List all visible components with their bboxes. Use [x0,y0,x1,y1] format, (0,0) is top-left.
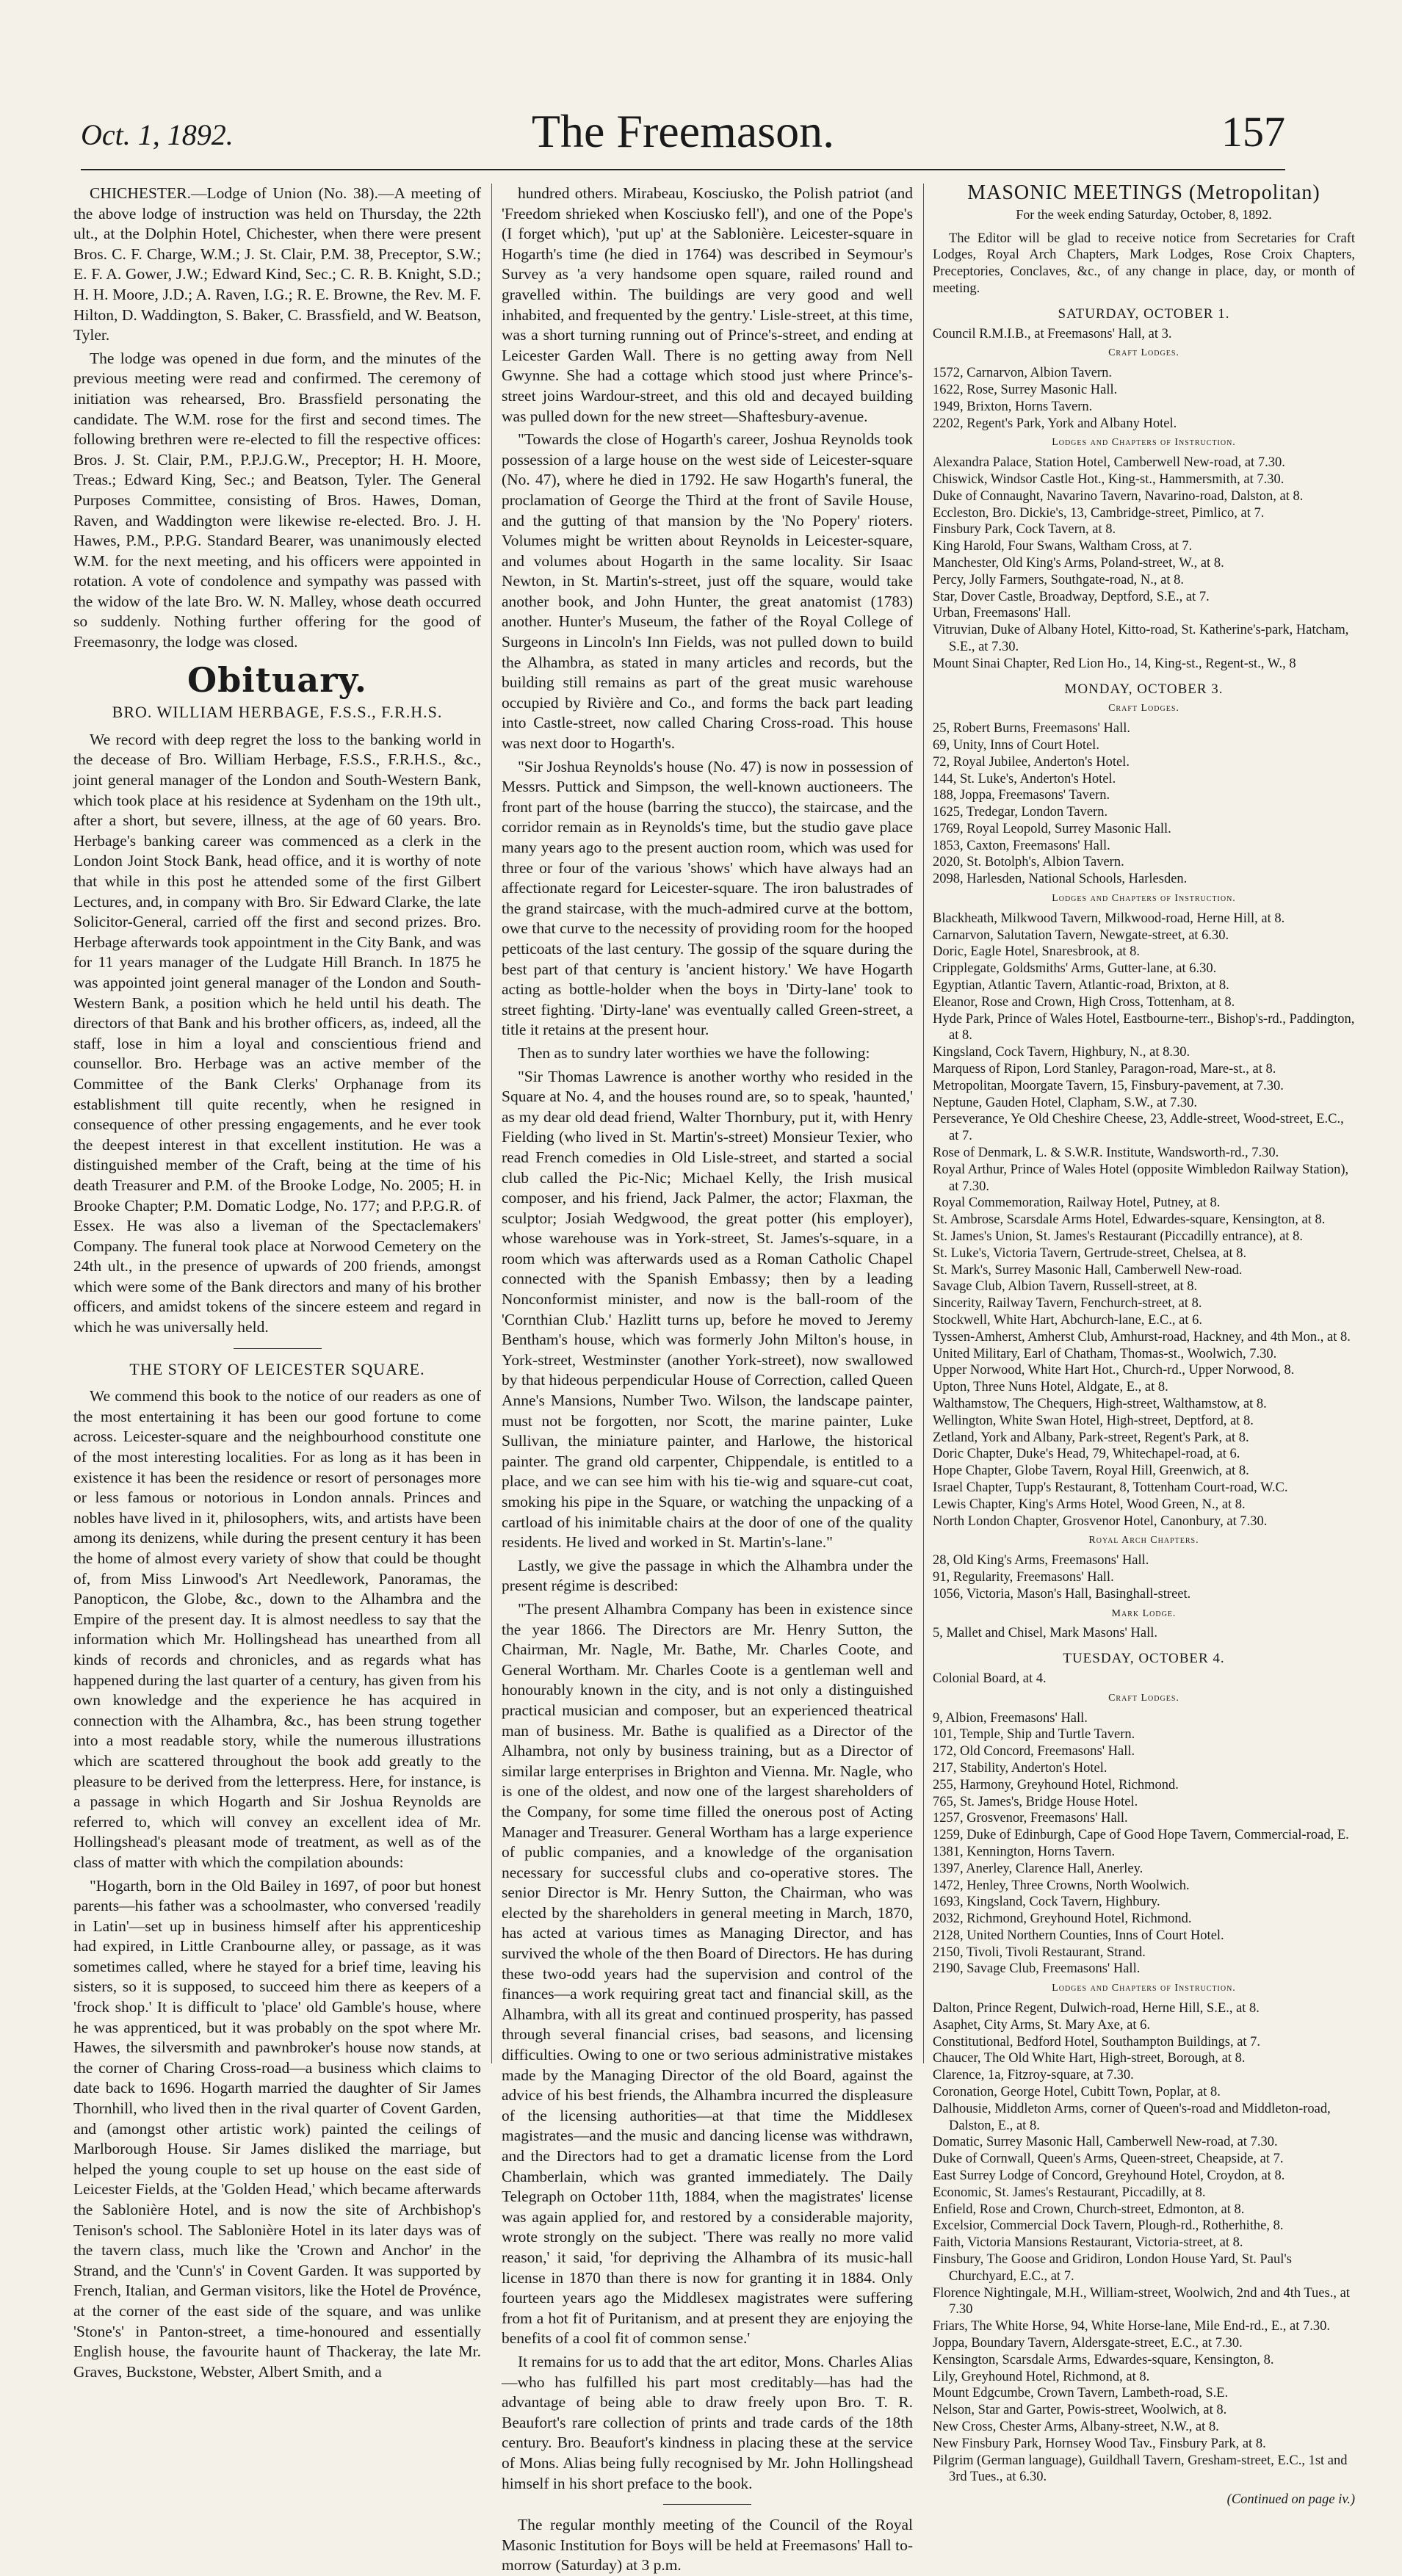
category-mark-lodge: Mark Lodge. [1111,1607,1177,1619]
tuesday-instruction-list [933,2000,1355,2486]
meeting-entry: 765, St. James's, Bridge House Hotel. [933,1794,1138,1809]
meeting-entry: St. Luke's, Victoria Tavern, Gertrude-street, Chelsea, at 8. [933,1245,1247,1261]
meeting-entry: 217, Stability, Anderton's Hotel. [933,1760,1107,1776]
meeting-entry: United Military, Earl of Chatham, Thomas-st., Woolwich, 7.30. [933,1346,1277,1361]
meeting-entry: Rose of Denmark, L. & S.W.R. Institute, Wandsworth-rd., 7.30. [933,1146,1279,1161]
meeting-entry: 1693, Kingsland, Cock Tavern, Highbury. [933,1895,1160,1910]
meeting-entry: Finsbury Park, Cock Tavern, at 8. [933,522,1116,538]
meeting-entry: 2202, Regent's Park, York and Albany Hotel. [933,416,1177,431]
meeting-entry: East Surrey Lodge of Concord, Greyhound Hotel, Croydon, at 8. [933,2168,1285,2184]
meeting-entry: Dalhousie, Middleton Arms, corner of Queen's-road and Middleton-road, Dalston, E., at 8. [933,2101,1331,2133]
category-instruction: Lodges and Chapters of Instruction. [1052,1983,1236,1994]
meeting-entry: Egyptian, Atlantic Tavern, Atlantic-road, Brixton, at 8. [933,978,1229,994]
meeting-entry: Lewis Chapter, King's Arms Hotel, Wood Green, N., at 8. [933,1497,1246,1512]
meeting-entry: 1949, Brixton, Horns Tavern. [933,399,1093,414]
meeting-entry: Royal Arthur, Prince of Wales Hotel (opposite Wimbledon Railway Station), at 7.30. [933,1162,1349,1194]
monday-mark-list [933,1625,1355,1642]
meeting-entry: 28, Old King's Arms, Freemasons' Hall. [933,1553,1149,1569]
meeting-entry: Domatic, Surrey Masonic Hall, Camberwell New-road, at 7.30. [933,2135,1278,2150]
meeting-entry: Kensington, Scarsdale Arms, Edwardes-square, Kensington, 8. [933,2352,1274,2367]
meeting-entry: Mount Sinai Chapter, Red Lion Ho., 14, King-st., Regent-st., W., 8 [933,656,1296,671]
meeting-entry: Economic, St. James's Restaurant, Piccadilly, at 8. [933,2185,1206,2200]
meeting-entry: Walthamstow, The Chequers, High-street, Walthamstow, at 8. [933,1396,1267,1411]
meeting-entry: Pilgrim (German language), Guildhall Tavern, Gresham-street, E.C., 1st and 3rd Tues., at 6.30. [933,2453,1348,2485]
meeting-entry: Duke of Cornwall, Queen's Arms, Queen-street, Cheapside, at 7. [933,2152,1284,2167]
meeting-entry: Friars, The White Horse, 94, White Horse-lane, Mile End-rd., E., at 7.30. [933,2319,1330,2334]
monday-royal-arch-list [933,1552,1355,1602]
meeting-entry: Hope Chapter, Globe Tavern, Royal Hill, Greenwich, at 8. [933,1464,1249,1479]
meeting-entry: 1769, Royal Leopold, Surrey Masonic Hall. [933,821,1171,836]
meeting-entry: Chiswick, Windsor Castle Hot., King-st., Hammersmith, at 7.30. [933,471,1284,487]
meeting-entry: Blackheath, Milkwood Tavern, Milkwood-road, Herne Hill, at 8. [933,911,1285,926]
page-number: 157 [1221,108,1285,156]
masthead [81,103,1285,170]
meeting-entry: Chaucer, The Old White Hart, High-street, Borough, at 8. [933,2051,1246,2066]
meeting-entry: Eleanor, Rose and Crown, High Cross, Tottenham, at 8. [933,994,1235,1010]
day-heading-monday: MONDAY, OCTOBER 3. [1064,681,1224,697]
article-paragraph: Lastly, we give the passage in which the Alhambra under the present régime is described: [502,1556,913,1595]
story-heading: THE STORY OF LEICESTER SQUARE. [129,1359,425,1378]
column-rule-1 [491,184,492,2063]
meeting-entry: Savage Club, Albion Tavern, Russell-street, at 8. [933,1279,1198,1295]
meeting-entry: Vitruvian, Duke of Albany Hotel, Kitto-road, St. Katherine's-park, Hatcham, S.E., at 7.30. [933,623,1349,654]
saturday-craft-list [933,365,1355,432]
meeting-entry: 2190, Savage Club, Freemasons' Hall. [933,1961,1141,1977]
meeting-entry: Carnarvon, Salutation Tavern, Newgate-street, at 6.30. [933,927,1229,943]
meeting-entry: 69, Unity, Inns of Court Hotel. [933,737,1099,753]
category-craft-lodges: Craft Lodges. [1108,703,1179,714]
column-2 [502,184,913,2575]
category-royal-arch: Royal Arch Chapters. [1088,1535,1199,1546]
meeting-entry: Upper Norwood, White Hart Hot., Church-rd., Upper Norwood, 8. [933,1363,1295,1378]
day-heading-tuesday: TUESDAY, OCTOBER 4. [1063,1651,1225,1667]
category-craft-lodges: Craft Lodges. [1108,347,1179,359]
meeting-entry: 144, St. Luke's, Anderton's Hotel. [933,771,1116,786]
meeting-entry: Joppa, Boundary Tavern, Aldersgate-street, E.C., at 7.30. [933,2336,1243,2351]
article-paragraph: We commend this book to the notice of our readers as one of the most entertaining it has been our good fortune to come across. Leicester-square and the neighbourhood constitute one of the most interesting localities. For as long as it has been in existence it has been the residence or resort of personages more or less famous or notorious in London annals. Princes and nobles have lived in it, philosophers, wits, and artists have been among its denizens, while during the present century it has been the home of almost every variety of show that could be thought of, from Miss Linwood's Art Needlework, Panoramas, the Panopticon, the Globe, &c., down to the Alhambra and the Empire of the present day. It is almost needless to say that the information which Mr. Hollingshead has unearthed from all kinds of records and chronicles, and as regards what has happened during the last quarter of a century, has given from his own knowledge and the experience he has acquired in connection with the Alhambra, &c., has been strung together into a most readable story, while the numerous illustrations which are scattered throughout the book add greatly to the pleasure to be derived from the letterpress. Here, for instance, is a passage in which Hogarth and Sir Joshua Reynolds are referred to, which will convey an excellent idea of Mr. Hollingshead's pleasant mode of treatment, as well as of the class of matter with which the compilation abounds: [73,1387,481,1871]
meeting-entry: Urban, Freemasons' Hall. [933,606,1072,621]
tuesday-craft-list [933,1710,1355,1978]
category-craft-lodges: Craft Lodges. [1108,1692,1179,1704]
meeting-entry: Israel Chapter, Tupp's Restaurant, 8, Tottenham Court-road, W.C. [933,1480,1288,1495]
meeting-entry: 2032, Richmond, Greyhound Hotel, Richmond. [933,1911,1192,1927]
meeting-entry: 1397, Anerley, Clarence Hall, Anerley. [933,1861,1143,1876]
column-3 [933,181,1355,2508]
meeting-entry: Marquess of Ripon, Lord Stanley, Paragon-road, Mare-st., at 8. [933,1062,1276,1077]
meeting-entry: Finsbury, The Goose and Gridiron, London House Yard, St. Paul's Churchyard, E.C., at 7. [933,2252,1292,2284]
meeting-entry: 1381, Kennington, Horns Tavern. [933,1844,1116,1859]
meeting-entry: Royal Commemoration, Railway Hotel, Putney, at 8. [933,1195,1221,1211]
category-instruction: Lodges and Chapters of Instruction. [1052,893,1236,905]
meeting-entry: 25, Robert Burns, Freemasons' Hall. [933,721,1130,737]
meeting-entry: 1056, Victoria, Mason's Hall, Basinghall-street. [933,1586,1191,1602]
meeting-entry: Wellington, White Swan Hotel, High-street, Deptford, at 8. [933,1413,1254,1428]
council-entry: Colonial Board, at 4. [933,1671,1047,1686]
article-paragraph: "Sir Thomas Lawrence is another worthy who resided in the Square at No. 4, and the houses round are, so to speak, 'haunted,' as my dear old dead friend, Walter Thornbury, put it, with Henry Fielding (who lived in St. Martin's-street) Monsieur Texier, who read French comedies in Old Lisle-street, and started a social club called the Pic-Nic; Michael Kelly, the Irish musical composer, and his friend, Jack Palmer, the actor; Flaxman, the sculptor; Josiah Wedgwood, the great potter (his employer), whose warehouse was in York-street, St. James's-square, in a room which was afterwards used as a Roman Catholic Chapel connected with the Spanish Embassy; then by a leading Nonconformist minister, and now is the ball-room of the 'Cornthian Club.' Hazlitt turns up, before he moved to Jeremy Bentham's house, which was formerly John Milton's house, in York-street, Westminster (another York-street), now swallowed by that hideous perpendicular House of Correction, called Queen Anne's Mansions, Number Two. Wilson, the landscape painter, must not be forgotten, nor Scott, the marine painter, Luke Sullivan, the miniature painter, and Harlowe, the historical painter. The grand old carpenter, Chippendale, is entitled to a place, and we can see him with his tie-wig and square-cut coat, smoking his pipe in the Square, or watching the unpacking of a cartload of his inimitable chairs at the door of one of the quality residents. He lived and worked in St. Martin's-lane." [502,1067,913,1552]
meeting-entry: 9, Albion, Freemasons' Hall. [933,1710,1088,1726]
article-paragraph: It remains for us to add that the art editor, Mons. Charles Alias—who has fulfilled his part most creditably—has had the advantage of being able to draw freely upon Bro. T. R. Beaufort's rare collection of prints and trade cards of the 18th century. Bro. Beaufort's kindness in placing these at the service of Mons. Alias being fully recognised by Mr. John Hollingshead himself in his short preface to the book. [502,2352,913,2492]
article-paragraph: Then as to sundry later worthies we have the following: [518,1043,870,1062]
meeting-entry: 255, Harmony, Greyhound Hotel, Richmond. [933,1777,1179,1792]
meeting-entry: Zetland, York and Albany, Park-street, Regent's Park, at 8. [933,1430,1249,1445]
meeting-entry: Sincerity, Railway Tavern, Fenchurch-street, at 8. [933,1296,1202,1311]
meeting-entry: Metropolitan, Moorgate Tavern, 15, Finsbury-pavement, at 7.30. [933,1078,1284,1093]
meeting-entry: 5, Mallet and Chisel, Mark Masons' Hall. [933,1626,1157,1641]
article-paragraph: The lodge was opened in due form, and the minutes of the previous meeting were read and confirmed. The ceremony of initiation was rehearsed, Bro. Brassfield personating the candidate. The W.M. rose for the first and second times. The following brethren were re-elected to fill the respective offices: Bros. J. St. Clair, P.M., P.P.J.G.W., Preceptor; H. H. Moore, Treas.; Edward King, Sec.; and Beatson, Tyler. The General Purposes Committee, consisting of Bros. Hawes, Doman, Raven, and Waddington were likewise re-elected. Bro. J. H. Hawes, P.M., P.P.G. Standard Bearer, was unanimously elected W.M. for the next meeting, and his officers were appointed in rotation. A vote of condolence and sympathy was passed with the widow of the late Bro. W. N. Malley, whose death occurred so suddenly. Nothing further offering for the good of Freemasonry, the lodge was closed. [73,349,481,651]
meeting-entry: Clarence, 1a, Fitzroy-square, at 7.30. [933,2068,1134,2083]
meeting-entry: 2128, United Northern Counties, Inns of Court Hotel. [933,1928,1224,1943]
meeting-entry: King Harold, Four Swans, Waltham Cross, at 7. [933,539,1193,554]
council-entry: Council R.M.I.B., at Freemasons' Hall, at 3. [933,326,1172,341]
meeting-entry: 172, Old Concord, Freemasons' Hall. [933,1744,1135,1759]
issue-date: Oct. 1, 1892. [81,118,234,151]
meeting-entry: Faith, Victoria Mansions Restaurant, Victoria-street, at 8. [933,2235,1243,2251]
article-paragraph: "Hogarth, born in the Old Bailey in 1697, of poor but honest parents—his father was a schoolmaster, who conversed 'readily in Latin'—set up in business himself after his apprenticeship had expired, in Little Cranbourne alley, or passage, as it was sometimes called, where he stayed for a brief time, leaving his sisters, so it is supposed, to succeed him there as keepers of a 'frock shop.' It is difficult to 'place' old Gamble's house, where he was apprenticed, but it was probably on the spot where Mr. Hawes, the silversmith and pawnbroker's house now stands, at the corner of Charing Cross-road—a business which claims to date back to 1696. Hogarth married the daughter of Sir James Thornhill, who lived then in the rival quarter of Covent Garden, and (amongst other artistic work) painted the ceilings of Marlborough House. Sir James disliked the marriage, but helped the young couple to set up house on the east side of Leicester Fields, at the 'Golden Head,' which became afterwards the Sablonière Hotel, and is now the site of Archbishop's Tenison's school. The Sablonière Hotel in its later days was of the tavern class, much like the 'Crown and Anchor' in the Strand, and the 'Cunn's' in Covent Garden. It was supported by French, Italian, and German visitors, like the Hotel de Provénce, at the corner of the east side of the square, and was unlike 'Stone's' in Panton-street, a time-honoured and essentially English house, the favourite haunt of Thackeray, the late Mr. Graves, Buckstone, Webster, Albert Smith, and a [73,1876,481,2381]
meeting-entry: 1572, Carnarvon, Albion Tavern. [933,366,1112,381]
meeting-entry: 2150, Tivoli, Tivoli Restaurant, Strand. [933,1944,1146,1960]
meeting-entry: 1259, Duke of Edinburgh, Cape of Good Hope Tavern, Commercial-road, E. [933,1828,1349,1843]
meeting-entry: Neptune, Gauden Hotel, Clapham, S.W., at 7.30. [933,1095,1198,1110]
meeting-entry: Mount Edgcumbe, Crown Tavern, Lambeth-road, S.E. [933,2386,1229,2401]
meeting-entry: Florence Nightingale, M.H., William-street, Woolwich, 2nd and 4th Tues., at 7.30 [933,2285,1350,2318]
meeting-entry: Kingsland, Cock Tavern, Highbury, N., at 8.30. [933,1045,1190,1060]
meeting-entry: Coronation, George Hotel, Cubitt Town, Poplar, at 8. [933,2085,1221,2100]
publication-title: The Freemason. [531,105,835,157]
meeting-entry: New Cross, Chester Arms, Albany-street, N.W., at 8. [933,2420,1219,2434]
meeting-entry: North London Chapter, Grosvenor Hotel, Canonbury, at 7.30. [933,1513,1268,1529]
meeting-entry: Constitutional, Bedford Hotel, Southampton Buildings, at 7. [933,2034,1261,2049]
continued-note: (Continued on page iv.) [1226,2492,1355,2508]
meeting-entry: 2098, Harlesden, National Schools, Harlesden. [933,872,1188,887]
meeting-entry: Alexandra Palace, Station Hotel, Camberwell New-road, at 7.30. [933,455,1285,471]
monday-instruction-list [933,911,1355,1530]
monday-craft-list [933,720,1355,888]
meeting-entry: Doric, Eagle Hotel, Snaresbrook, at 8. [933,944,1141,960]
section-rule [663,2504,751,2505]
meeting-entry: Lily, Greyhound Hotel, Richmond, at 8. [933,2369,1150,2384]
meetings-intro: The Editor will be glad to receive notice from Secretaries for Craft Lodges, Royal Arch Chapters, Mark Lodges, Rose Croix Chapters, Preceptories, Conclaves, &c., of any change in place, day, or month of meeting. [933,231,1355,296]
notice-paragraph: The regular monthly meeting of the Council of the Royal Masonic Institution for Boys will be held at Freemasons' Hall to-morrow (Saturday) at 3 p.m. [502,2516,913,2575]
meeting-entry: 91, Regularity, Freemasons' Hall. [933,1569,1114,1585]
meeting-entry: Tyssen-Amherst, Amherst Club, Amhurst-road, Hackney, and 4th Mon., at 8. [933,1329,1351,1345]
meeting-entry: 1853, Caxton, Freemasons' Hall. [933,838,1110,853]
meeting-entry: Eccleston, Bro. Dickie's, 13, Cambridge-street, Pimlico, at 7. [933,505,1265,521]
meeting-entry: Dalton, Prince Regent, Dulwich-road, Herne Hill, S.E., at 8. [933,2001,1260,2016]
meeting-entry: Star, Dover Castle, Broadway, Deptford, S.E., at 7. [933,589,1210,604]
meeting-entry: Cripplegate, Goldsmiths' Arms, Gutter-lane, at 6.30. [933,961,1217,977]
meeting-entry: 188, Joppa, Freemasons' Tavern. [933,788,1110,803]
article-paragraph: "Sir Joshua Reynolds's house (No. 47) is now in possession of Messrs. Puttick and Simpson, the well-known auctioneers. The front part of the house (barring the stucco), the staircase, and the corridor remain as in Reynolds's time, but the studio gave place many years ago to the present auction room, which was used for three or four of the various 'shows' which have always had an affectionate regard for Leicester-square. The iron balustrades of the grand staircase, with the much-admired curve at the bottom, owe that curve to the necessity of providing room for the hooped petticoats of the last century. The gossip of the square during the best part of that century is 'ancient history.' We have Hogarth acting as bottle-holder when the boys in 'Dirty-lane' took to street fighting. 'Dirty-lane' was eventually called Green-street, a title it retains at the present hour. [502,757,913,1039]
obituary-subheading: BRO. WILLIAM HERBAGE, F.S.S., F.R.H.S. [112,703,443,722]
meeting-entry: 1625, Tredegar, London Tavern. [933,805,1108,820]
meeting-entry: 1472, Henley, Three Crowns, North Woolwich. [933,1878,1190,1893]
meeting-entry: Excelsior, Commercial Dock Tavern, Plough-rd., Rotherhithe, 8. [933,2218,1284,2234]
meeting-entry: Duke of Connaught, Navarino Tavern, Navarino-road, Dalston, at 8. [933,488,1304,504]
category-instruction: Lodges and Chapters of Instruction. [1052,437,1236,449]
meetings-subtitle: For the week ending Saturday, October, 8, 1892. [1016,206,1272,222]
column-1 [73,184,481,2381]
meeting-entry: Stockwell, White Hart, Abchurch-lane, E.C., at 6. [933,1313,1202,1328]
meeting-entry: Nelson, Star and Garter, Powis-street, Woolwich, at 8. [933,2403,1227,2418]
article-paragraph: "Towards the close of Hogarth's career, Joshua Reynolds took possession of a large house on the west side of Leicester-square (No. 47), where he died in 1792. He saw Hogarth's funeral, the proclamation of George the Third at the front of Savile House, and the gutting of that mansion by the 'No Popery' rioters. Volumes might be written about Reynolds in Leicester-square, and volumes about Hogarth in the same locality. Sir Isaac Newton, in St. Martin's-street, just off the square, would take another book, and John Hunter, the great anatomist (1783) another. Hunter's Museum, the father of the Royal College of Surgeons in Lincoln's Inn Fields, was not pulled down to build the Alhambra, as stated in many articles and records, but the building still remains as part of the great music warehouse occupied by Rivière and Co., and forms the back part leading into Castle-street, now called Charing Cross-road. This house was next door to Hogarth's. [502,430,913,753]
meeting-entry: Upton, Three Nuns Hotel, Aldgate, E., at 8. [933,1380,1168,1395]
saturday-instruction-list [933,455,1355,672]
article-paragraph: We record with deep regret the loss to the banking world in the decease of Bro. William Herbage, F.S.S., F.R.H.S., &c., joint general manager of the London and South-Western Bank, which took place at his residence at Sydenham on the 19th ult., after a short, but severe, illness, at the age of 60 years. Bro. Herbage's banking career was commenced as a clerk in the London Joint Stock Bank, head office, and it is worthy of note that while in this post he attended some of the first Gilbert Lectures, and, in company with Bro. Sir Edward Clarke, the late Solicitor-General, carried off the first and second prizes. Bro. Herbage afterwards took appointment in the City Bank, and was for 11 years manager of the Ludgate Hill Branch. In 1875 he was appointed joint general manager of the London and South-Western Bank, a position which he held until his death. The directors of that Bank and his brother officers, as, indeed, all the staff, lose in him a loyal and conscientious friend and counsellor. Bro. Herbage was an active member of the Committee of the Bank Clerks' Orphanage from its establishment till quite recently, when he resigned in consequence of other pressing engagements, and he ever took the deepest interest in that excellent institution. He was a distinguished member of the Craft, being at the time of his death Treasurer and P.M. of the Brooke Lodge, No. 2005; H. in Brooke Chapter; P.M. Domatic Lodge, No. 177; and P.P.G.R. of Essex. He was also a liveman of the Spectaclemakers' Company. The funeral took place at Norwood Cemetery on the 24th ult., in the presence of upwards of 200 friends, amongst which were some of the Bank directors and many of his brother officers, and amidst tokens of the sincere esteem and regard in which he was universally held. [73,730,481,1336]
day-heading-saturday: SATURDAY, OCTOBER 1. [1058,305,1230,322]
meeting-entry: St. Mark's, Surrey Masonic Hall, Camberwell New-road. [933,1262,1243,1278]
article-paragraph: hundred others. Mirabeau, Kosciusko, the Polish patriot (and 'Freedom shrieked when Kosciusko fell'), and one of the Pope's (I forget which), 'put up' at the Sablonière. Leicester-square in Hogarth's time (he died in 1764) was described in Seymour's Survey as 'a very handsome open square, railed round and gravelled within. The buildings are very good and well inhabited, and frequented by the gentry.' Lisle-street, at this time, was a short turning running out of Prince's-street, and ending at Leicester Garden Wall. There is no getting away from Nell Gwynne. She had a cottage which stood just where Prince's-street joins Wardour-street, and this old and decayed building was pulled down for the new street—Shaftesbury-avenue. [502,184,913,425]
meeting-entry: 72, Royal Jubilee, Anderton's Hotel. [933,754,1130,770]
meeting-entry: 2020, St. Botolph's, Albion Tavern. [933,855,1124,870]
obituary-heading: Obituary. [187,659,367,700]
meeting-entry: St. Ambrose, Scarsdale Arms Hotel, Edwardes-square, Kensington, at 8. [933,1212,1326,1228]
meeting-entry: St. James's Union, St. James's Restaurant (Piccadilly entrance), at 8. [933,1229,1304,1245]
article-paragraph: CHICHESTER.—Lodge of Union (No. 38).—A meeting of the above lodge of instruction was held on Thursday, the 22th ult., at the Dolphin Hotel, Chichester, when there were present Bros. C. F. Charge, W.M.; J. St. Clair, P.M. 38, Preceptor, S.W.; E. F. A. Gower, J.W.; Edward Kind, Sec.; C. R. B. Knight, S.D.; H. H. Moore, J.D.; A. Raven, I.G.; R. E. Browne, the Rev. M. F. Hilton, D. Waddington, S. Baker, C. Brassfield, and W. Beatson, Tyler. [73,184,481,344]
meeting-entry: Percy, Jolly Farmers, Southgate-road, N., at 8. [933,572,1185,587]
meeting-entry: 1622, Rose, Surrey Masonic Hall. [933,382,1118,397]
section-rule [234,1348,322,1349]
article-paragraph: "The present Alhambra Company has been in existence since the year 1866. The Directors are Mr. Henry Sutton, the Chairman, Mr. Nagle, Mr. Bathe, Mr. Charles Coote, and General Wortham. Mr. Charles Coote is a gentleman well and honourably known in the city, and is not only a distinguished practical musician and composer, but an experienced theatrical man of business. Mr. Bathe is qualified as a Director of the Alhambra, not only by business training, but as a Director of similar large enterprises in Brighton and Vienna. Mr. Nagle, who is one of the oldest, and now one of the largest shareholders of the Company, for some time filled the onerous post of Acting Manager and Treasurer. General Wortham has a large experience of public companies, and a knowledge of the organisation necessary for successful clubs and co-operative stores. The senior Director is Mr. Henry Sutton, the Chairman, who was elected by the shareholders in general meeting in March, 1870, has acted at various times as Managing Director, and has survived the whole of the then Board of Directors. He has during these two-odd years had the supervision and control of the finances—a work requiring great tact and financial skill, as the Alhambra, with all its great and continued prosperity, has passed through several financial crises, bad seasons, and licensing difficulties. Owing to one or two serious administrative mistakes made by the Managing Director of the old Board, against the advice of his best friends, the Alhambra incurred the displeasure of the licensing authorities—at that time the Middlesex magistrates—and the music and dancing license was withdrawn, and the Directors had to get a dramatic license from the Lord Chamberlain, which was granted immediately. The Daily Telegraph on October 11th, 1884, when the magistrates' license was again applied for, and restored by a considerable majority, wrote strongly on the subject. 'There was really no more valid reason,' it said, 'for depriving the Alhambra of its music-hall license in 1870 than there is now for granting it in 1884. Only fourteen years ago the Middlesex magistrates were suffering from a hot fit of Puritanism, and at present they are enjoying the benefits of a cool fit of common sense.' [502,1599,913,2348]
column-rule-2 [923,184,924,2063]
meeting-entry: Enfield, Rose and Crown, Church-street, Edmonton, at 8. [933,2201,1245,2217]
meeting-entry: Hyde Park, Prince of Wales Hotel, Eastbourne-terr., Bishop's-rd., Paddington, at 8. [933,1011,1355,1043]
meeting-entry: Asaphet, City Arms, St. Mary Axe, at 6. [933,2017,1150,2033]
meeting-entry: Manchester, Old King's Arms, Poland-street, W., at 8. [933,555,1224,571]
meeting-entry: 1257, Grosvenor, Freemasons' Hall. [933,1811,1128,1826]
meeting-entry: Perseverance, Ye Old Cheshire Cheese, 23, Addle-street, Wood-street, E.C., at 7. [933,1112,1344,1144]
meeting-entry: New Finsbury Park, Hornsey Wood Tav., Finsbury Park, at 8. [933,2436,1266,2451]
meeting-entry: Doric Chapter, Duke's Head, 79, Whitechapel-road, at 6. [933,1447,1240,1462]
meetings-title: MASONIC MEETINGS (Metropolitan) [967,181,1320,204]
meeting-entry: 101, Temple, Ship and Turtle Tavern. [933,1727,1135,1743]
